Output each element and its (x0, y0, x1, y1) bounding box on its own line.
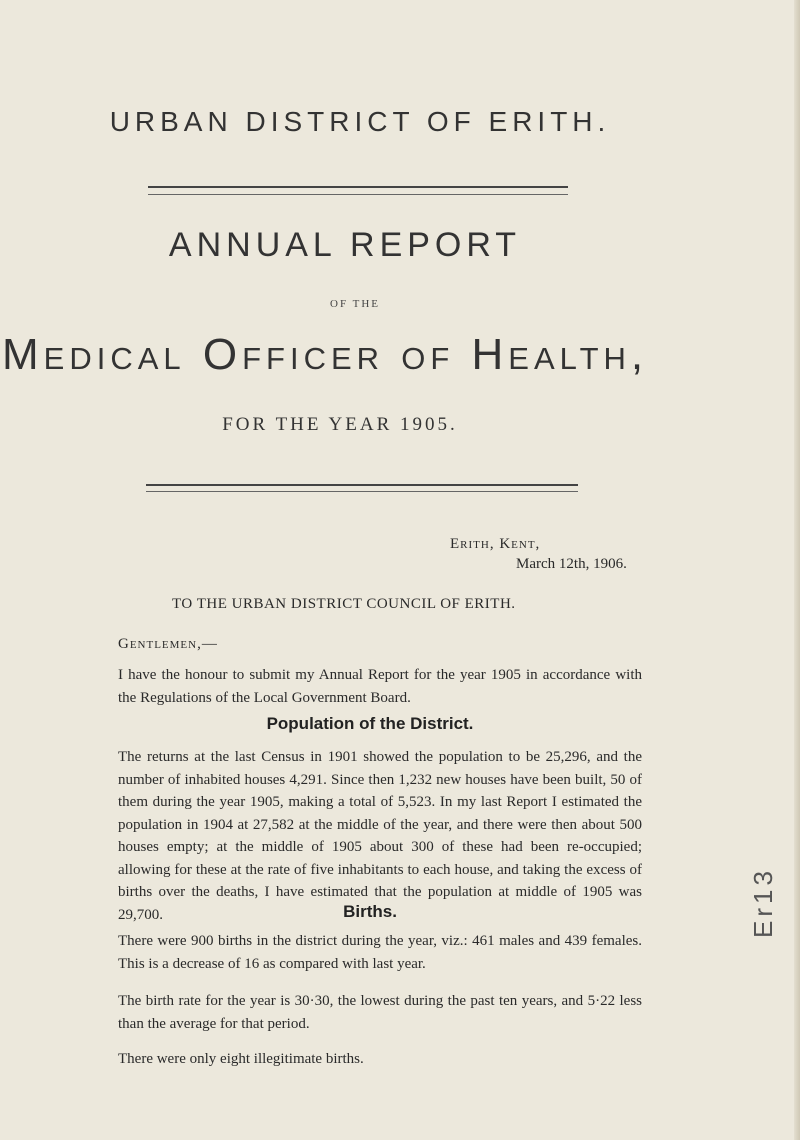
population-text: The returns at the last Census in 1901 showed the population to be 25,296, and the number of inhabited houses 4,291. Since then 1,232 new houses have been built, 50 of them during the year 1905, making a total of 5,523. In my last Report I estimated the population in 1904 at 27,582 at the middle of the year, and there were then about 500 houses empty; at the middle of 1905 about 300 of these had been re-occupied; allowing for these at the rate of five inhabitants to each house, and taking the excess of births over the deaths, I have estimated that the population at middle of 1905 was 29,700. (118, 749, 642, 923)
report-title: ANNUAL REPORT (168, 226, 522, 264)
population-heading: Population of the District. (266, 714, 474, 733)
births-paragraph-2: The birth rate for the year is 30·30, the lowest during the past ten years, and 5·22 less than the average for that period. (118, 993, 642, 1032)
title-rule-top (148, 186, 568, 188)
letter-addressee: TO THE URBAN DISTRICT COUNCIL OF ERITH. (172, 596, 516, 612)
header-rule-top (146, 484, 578, 486)
letter-place: Erith, Kent, (450, 536, 541, 552)
header-rule-bottom (146, 491, 578, 492)
letter-date: March 12th, 1906. (516, 556, 627, 572)
archive-stamp: Er13 (748, 867, 778, 938)
district-title: URBAN DISTRICT OF ERITH. (109, 106, 611, 137)
officer-title: Medical Officer of Health, (2, 330, 649, 379)
year-line: FOR THE YEAR 1905. (222, 414, 458, 435)
of-the-label: OF THE (330, 298, 380, 310)
page-edge (794, 0, 800, 1140)
births-paragraph-1: There were 900 births in the district during the year, viz.: 461 males and 439 females. This is a decrease of 16 as compared with last year. (118, 933, 642, 972)
births-paragraph-3: There were only eight illegitimate births. (118, 1051, 364, 1067)
births-heading: Births. (343, 902, 397, 921)
title-rule-bottom (148, 194, 568, 195)
letter-intro: I have the honour to submit my Annual Report for the year 1905 in accordance with the Regulations of the Local Government Board. (118, 667, 642, 706)
letter-salutation: Gentlemen,— (118, 636, 218, 652)
